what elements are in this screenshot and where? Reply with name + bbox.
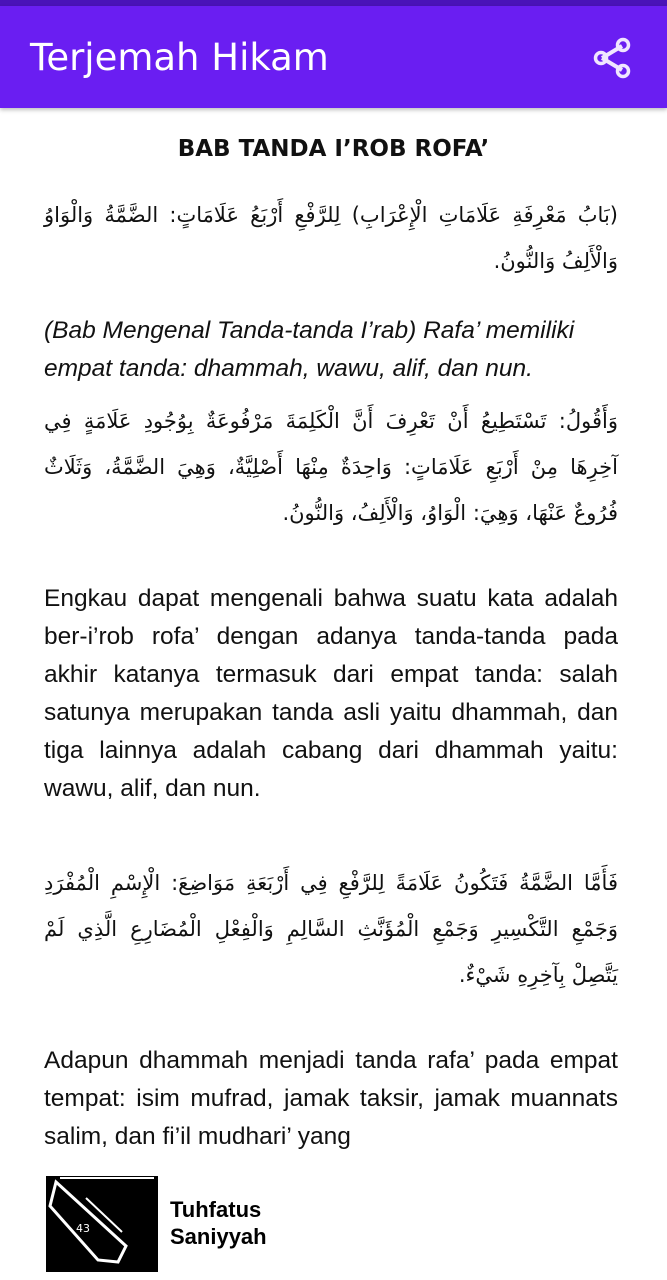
brand-name-line2: Saniyyah [170, 1224, 267, 1249]
reader-content[interactable] [0, 108, 667, 1280]
translation-paragraph: Adapun dhammah menjadi tanda rafa’ pada empat tempat: isim mufrad, jamak taksir, jamak muannats salim, dan fi’il mudhari’ yang [44, 1047, 618, 1150]
arabic-paragraph: فَأَمَّا الضَّمَّةُ فَتَكُونُ عَلَامَةً لِلرَّفْعِ فِي أَرْبَعَةِ مَوَاضِعَ: الْإِسْمِ الْمُفْرَدِ وَجَمْعِ التَّكْسِيرِ وَجَمْعِ الْمُؤَنَّثِ السَّالِمِ وَالْفِعْلِ الْمُضَارِعِ الَّذِي لَمْ يَتَّصِلْ بِآخِرِهِ شَيْءٌ. [44, 871, 618, 987]
share-button[interactable] [584, 34, 640, 82]
brand-watermark [46, 1176, 346, 1272]
arabic-paragraph: وَأَقُولُ: تَسْتَطِيعُ أَنْ تَعْرِفَ أَنَّ الْكَلِمَةَ مَرْفُوعَةٌ بِوُجُودِ عَلَامَةٍ فِي آخِرِهَا مِنْ أَرْبَعِ عَلَامَاتٍ: وَاحِدَةٌ مِنْهَا أَصْلِيَّةٌ، وَهِيَ الضَّمَّةُ، وَثَلَاثٌ فُرُوعٌ عَنْهَا، وَهِيَ: الْوَاوُ، وَالْأَلِفُ، وَالنُّونُ. [44, 409, 618, 525]
translation-paragraph: Engkau dapat mengenali bahwa suatu kata adalah ber-i’rob rofa’ dengan adanya tanda-tanda pada akhir katanya termasuk dari empat tanda: salah satunya merupakan tanda asli yaitu dhammah, dan tiga lainnya adalah cabang dari dhammah yaitu: wawu, alif, dan nun. [44, 585, 618, 802]
book-pen-logo-icon [46, 1176, 158, 1272]
arabic-paragraph: (بَابُ مَعْرِفَةِ عَلَامَاتِ الْإِعْرَابِ) لِلرَّفْعِ أَرْبَعُ عَلَامَاتٍ: الضَّمَّةُ وَالْوَاوُ وَالْأَلِفُ وَالنُّونُ. [44, 203, 618, 273]
app-title: Terjemah Hikam [30, 36, 329, 79]
page-number: 43 [76, 1222, 90, 1235]
translation-paragraph: (Bab Mengenal Tanda-tanda I’rab) Rafa’ memiliki empat tanda: dhammah, wawu, alif, dan nun. [44, 317, 575, 382]
brand-name-line1: Tuhfatus [170, 1197, 262, 1222]
app-bar [0, 6, 667, 108]
share-icon [590, 36, 634, 80]
chapter-title: BAB TANDA I’ROB ROFA’ [177, 136, 490, 162]
brand-name [170, 1196, 267, 1250]
